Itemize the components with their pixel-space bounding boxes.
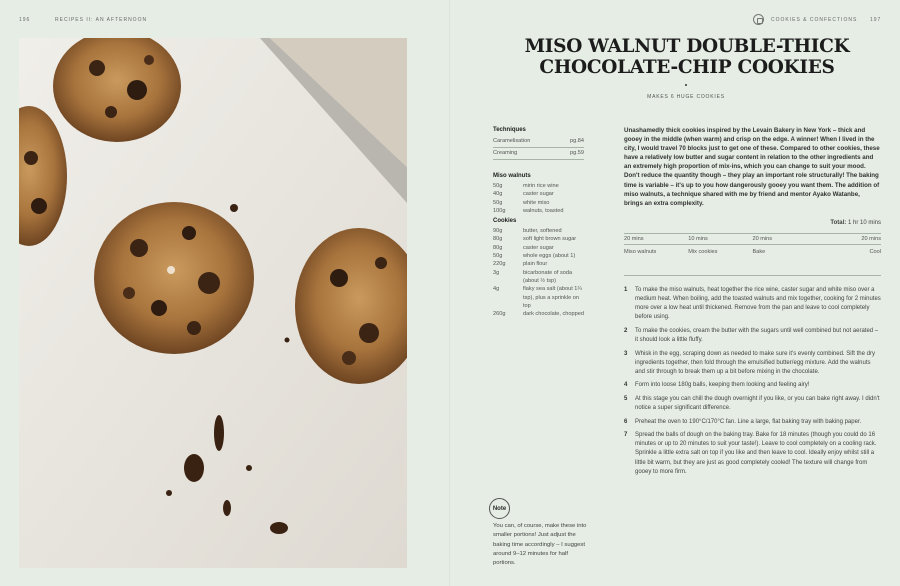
ingredient-qty: 80g: [493, 236, 503, 243]
total-time: [624, 220, 881, 226]
ingredient-qty: 90g: [493, 228, 503, 235]
step-text: To make the cookies, cream the butter with the sugars until well combined but not aerated – it should look a little fluffy.: [635, 327, 879, 343]
step-number: 3: [624, 350, 628, 357]
ingredient-name: mirin rice wine: [523, 183, 559, 189]
step-number: 7: [624, 432, 628, 439]
technique-row: [493, 136, 584, 148]
book-gutter: [449, 0, 451, 586]
ingredient-row: [493, 285, 584, 310]
timing-duration: 20 mins: [817, 234, 881, 245]
step-number: 6: [624, 418, 628, 425]
method-step: [624, 286, 881, 322]
technique-page: pg.59: [570, 150, 584, 156]
ingredient-qty: 50g: [493, 199, 503, 206]
ingredient-row: [493, 260, 584, 268]
timing-column: [688, 234, 752, 275]
ingredient-name: caster sugar: [523, 191, 554, 198]
ingredient-group-heading: Miso walnuts: [493, 173, 531, 179]
step-number: 2: [624, 327, 628, 334]
method-step: [624, 395, 881, 413]
step-number: 5: [624, 395, 628, 402]
cookies-photo: [19, 38, 407, 568]
ingredient-qty: 40g: [493, 191, 503, 198]
right-page-number: 197: [870, 17, 882, 23]
step-number: 1: [624, 287, 628, 293]
timing-stage: Mix cookies: [688, 249, 718, 255]
technique-name: Creaming: [493, 150, 518, 156]
note-badge: Note: [489, 498, 510, 519]
cookies-illustration: [19, 38, 407, 568]
method-step: [624, 327, 881, 345]
ingredient-qty: 100g: [493, 207, 506, 214]
step-text: Form into loose 180g balls, keeping them looking and feeling airy!: [635, 382, 810, 389]
ingredient-qty: 50g: [493, 183, 503, 189]
method-step: [624, 381, 881, 390]
recipe-intro: Unashamedly thick cookies inspired by the Levain Bakery in New York – thick and gooey in the middle (when warm) and crisp on the edge. A winner! When I lived in the city, I would travel 70 blocks just to get one of these. Compared to other cookies, these have a relatively low butter and sugar content in relation to the other ingredients and an extremely high proportion of mix-ins, which you can change to suit your mood. Don't reduce the quantity though – they play an important role structurally! The baking time is variable – it's up to you how dangerously gooey you want them. The addition of miso walnuts, a technique shared with me by friend and mentor Ayako Watanbe, brings an extra complexity.: [624, 127, 880, 207]
timing-column: [753, 234, 817, 275]
ingredient-qty: 80g: [493, 244, 503, 251]
step-number: 4: [624, 382, 628, 389]
ingredient-row: [493, 235, 584, 243]
ingredient-qty: 4g: [493, 286, 500, 293]
note-text: You can, of course, make these into smaller portions! Just adjust the baking time accordingly – I suggest around 9–12 minutes for half portions.: [493, 523, 587, 567]
cookie-center: [94, 202, 254, 354]
ingredient-qty: 260g: [493, 311, 506, 318]
timing-stage: Bake: [752, 249, 766, 255]
cup-icon: [753, 14, 764, 25]
ingredient-row: [493, 190, 584, 198]
ingredient-row: [493, 199, 584, 207]
step-text: To make the miso walnuts, heat together the rice wine, caster sugar and white miso over a medium heat. When boiling, add the toasted walnuts and mix together, cooking for 2 minutes more over a low heat until thickened. Remove from the pan and leave to cool completely before using.: [635, 287, 881, 321]
ingredient-qty: 50g: [493, 253, 503, 260]
technique-page: pg.84: [570, 138, 584, 144]
ingredient-qty: 3g: [493, 269, 500, 276]
ingredient-qty: 220g: [493, 261, 506, 268]
timing-column: [817, 234, 881, 275]
step-text: At this stage you can chill the dough overnight if you like, or you can bake right away. I didn't notice a super significant difference.: [635, 395, 880, 412]
total-time-value: 1 hr 10 mins: [847, 220, 881, 226]
title-divider-dot: [685, 84, 687, 86]
ingredient-name: plain flour: [523, 261, 548, 268]
ingredient-name: white miso: [523, 199, 550, 206]
step-text: Whisk in the egg, scraping down as needed to make sure it's evenly combined. Sift the dry ingredients together, then fold through the emulsified butter/egg mixture. Add the walnuts and stir through to break them up a bit before mixing in the chocolate.: [635, 350, 875, 375]
ingredient-row: [493, 207, 584, 215]
left-page-number: 196: [19, 17, 31, 23]
ingredient-name: dark chocolate, chopped: [523, 311, 584, 318]
ingredient-row: [493, 244, 584, 252]
recipe-yield: MAKES 6 HUGE COOKIES: [647, 94, 725, 100]
total-time-label: Total:: [830, 220, 847, 226]
left-running-head: RECIPES II: AN AFTERNOON: [55, 17, 148, 23]
timing-duration: 10 mins: [688, 234, 752, 245]
ingredient-row: [493, 269, 584, 286]
ingredient-group-miso-walnuts: [493, 173, 584, 215]
step-text: Preheat the oven to 190°C/170°C fan. Line a large, flat baking tray with baking paper.: [635, 418, 862, 425]
step-text: Spread the balls of dough on the baking tray. Bake for 18 minutes (though you could do 16 minutes or up to 20 minutes to suit your taste!). Leave to cool completely on a cooling rack. Sprinkle a little extra salt on top if you like and then leave to cool. Ideally enjoy whilst still a little bit warm, but they are just as good completely cooled! The texture will change from gooey to more firm.: [635, 432, 877, 475]
ingredient-name: bicarbonate of soda (about ½ tsp): [523, 269, 573, 284]
ingredient-row: [493, 227, 584, 235]
techniques-heading: Techniques: [493, 127, 526, 133]
timing-column: [624, 234, 688, 275]
ingredient-name: flaky sea salt (about 1¼ tsp), plus a sprinkle on top: [523, 286, 583, 309]
right-running-head: COOKIES & CONFECTIONS: [771, 17, 858, 23]
ingredient-name: whole eggs (about 1): [523, 253, 576, 260]
technique-name: Caramelisation: [493, 138, 531, 144]
timing-stage: Miso walnuts: [624, 249, 657, 255]
ingredient-row: [493, 310, 584, 318]
timing-stage: Cool: [869, 249, 881, 255]
ingredient-group-heading: Cookies: [493, 218, 517, 225]
technique-row: [493, 148, 584, 160]
ingredient-name: soft light brown sugar: [523, 236, 577, 243]
ingredient-name: caster sugar: [523, 244, 554, 251]
method-step: [624, 350, 881, 377]
timing-table: [624, 233, 881, 276]
ingredient-group-cookies: [493, 218, 584, 318]
recipe-title: MISO WALNUT DOUBLE-THICK CHOCOLATE-CHIP COOKIES: [524, 36, 850, 78]
timing-duration: 20 mins: [624, 234, 688, 245]
method-step: [624, 431, 881, 476]
method-steps: [624, 286, 881, 481]
ingredient-row: [493, 182, 584, 190]
ingredient-row: [493, 252, 584, 260]
method-step: [624, 418, 881, 427]
ingredients-sidebar: [493, 127, 584, 318]
ingredient-name: walnuts, toasted: [523, 207, 564, 214]
ingredient-name: butter, softened: [523, 228, 562, 235]
timing-duration: 20 mins: [753, 234, 817, 245]
